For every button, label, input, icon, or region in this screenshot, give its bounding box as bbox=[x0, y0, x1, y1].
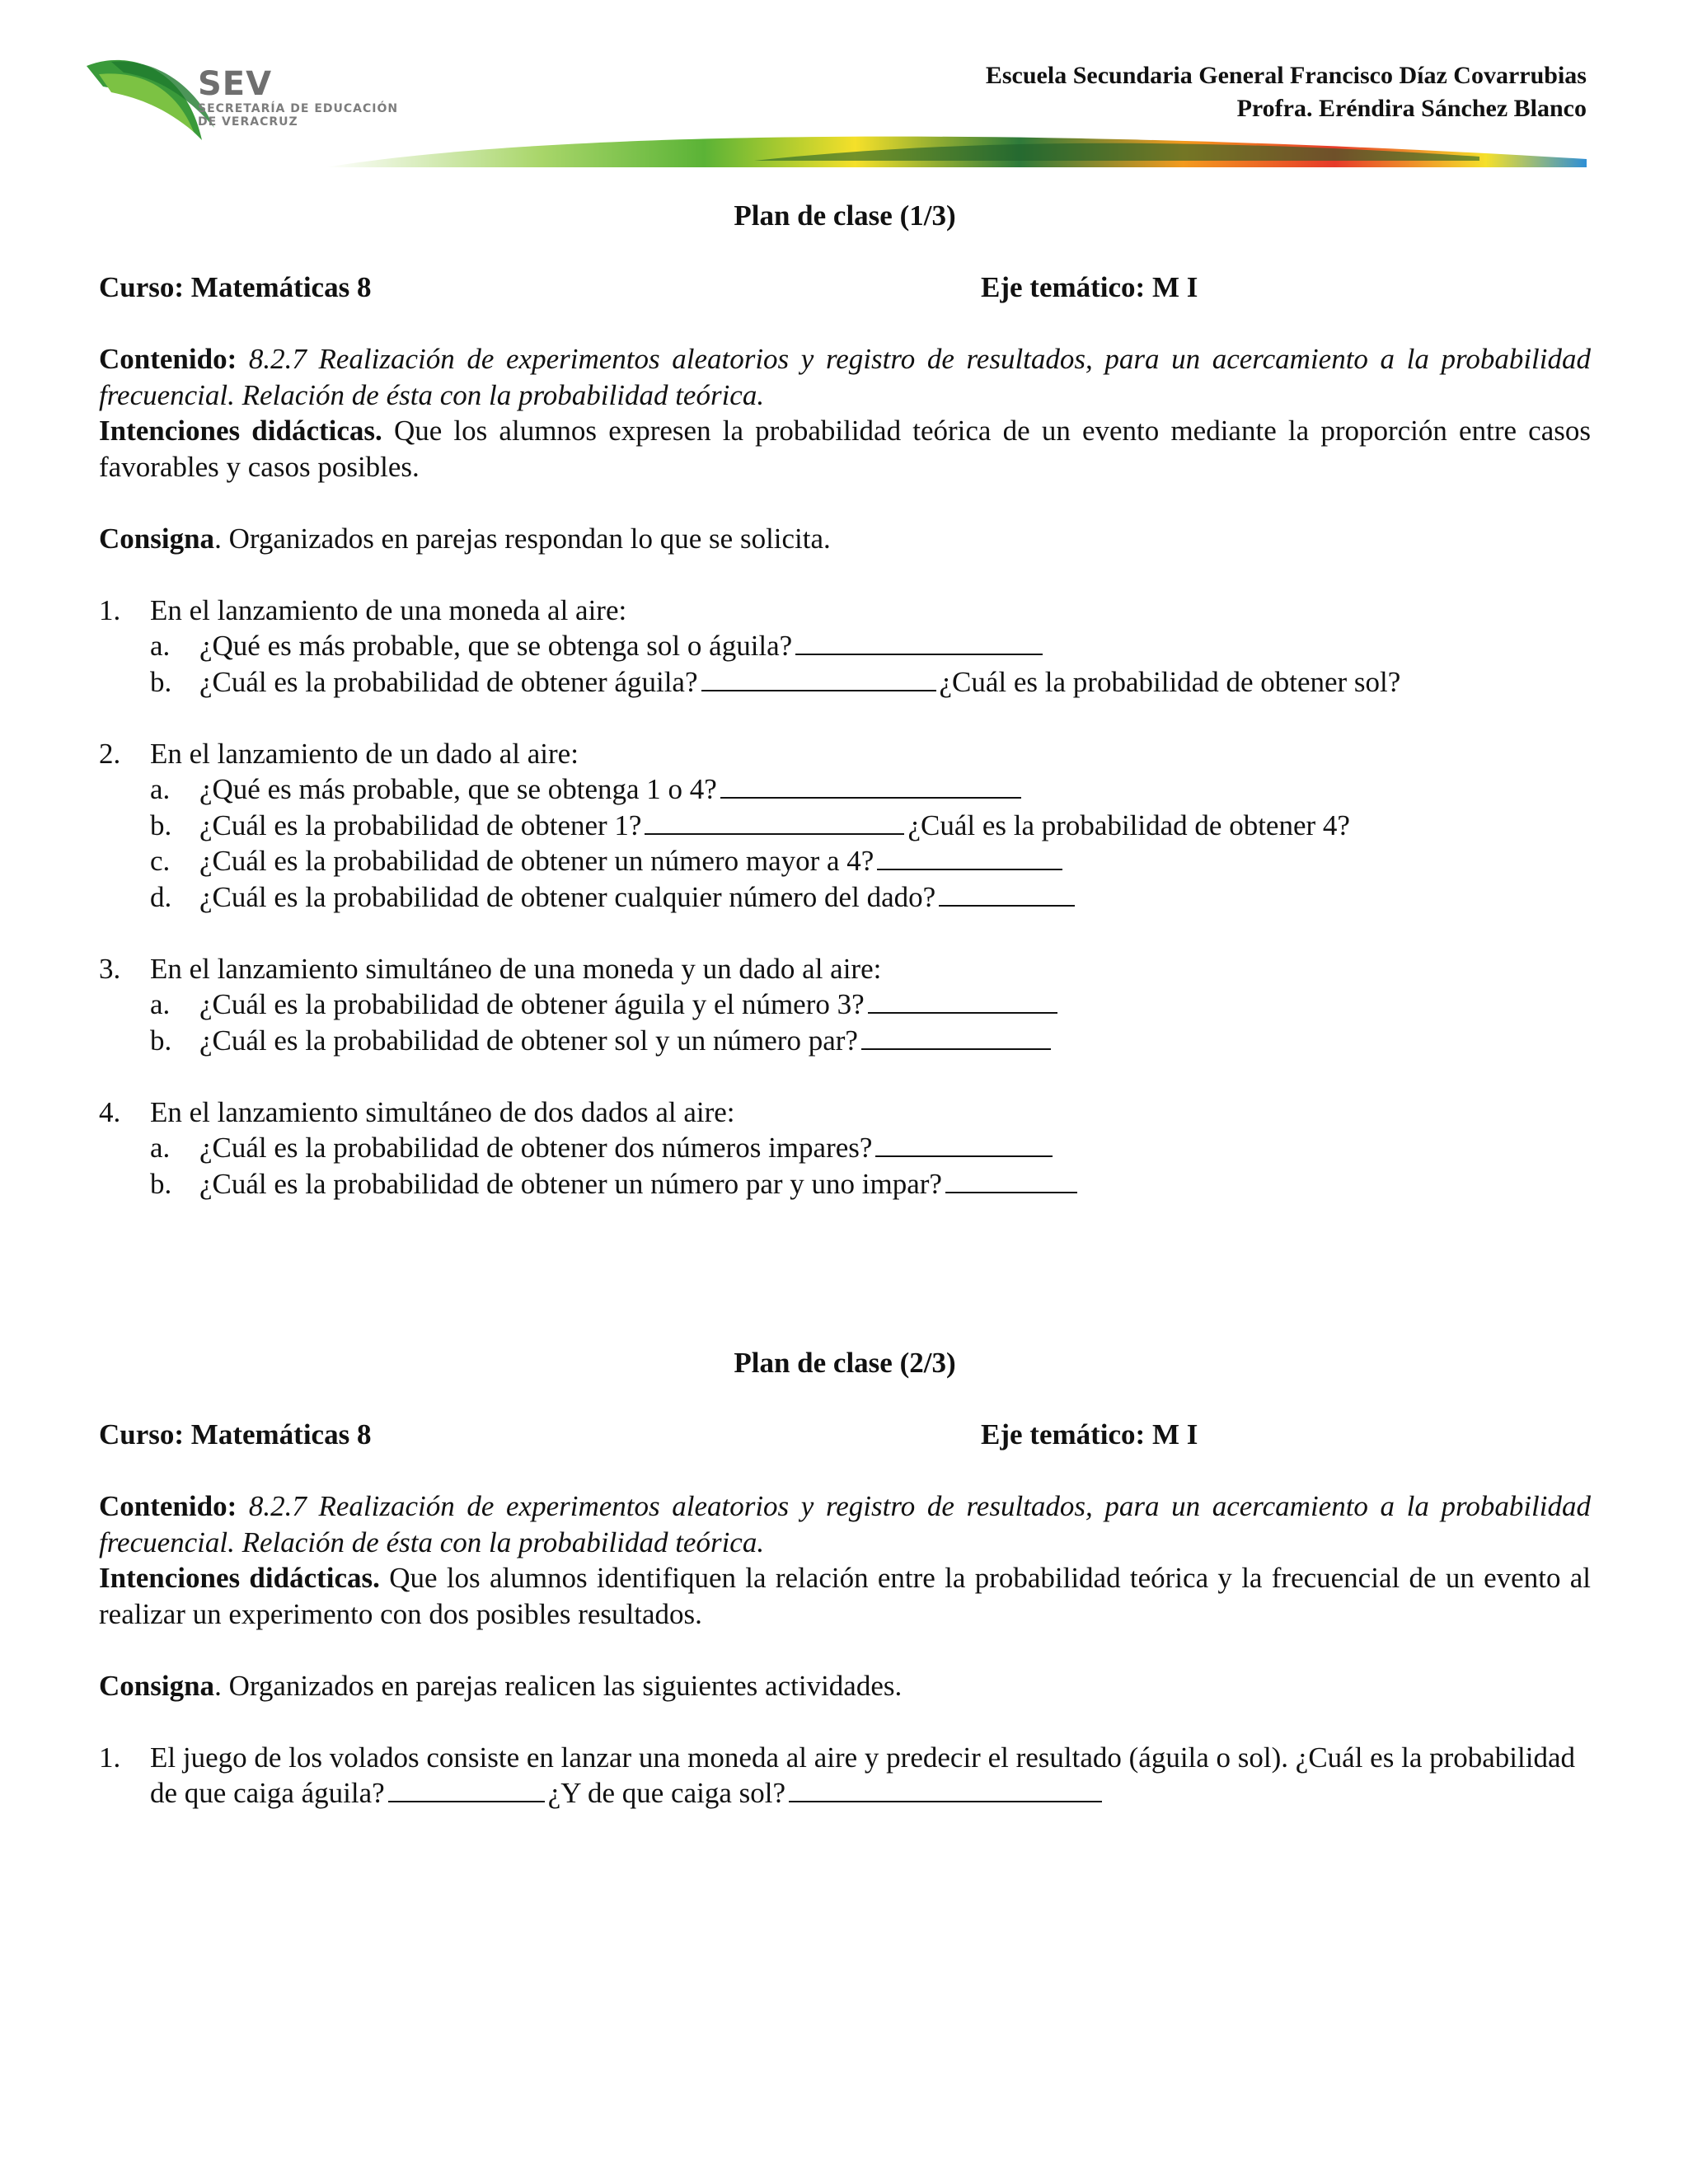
item-letter: b. bbox=[150, 808, 172, 841]
plan1-q2-a bbox=[99, 771, 1591, 808]
header-color-stripe bbox=[78, 120, 1587, 169]
question-number: 1. bbox=[99, 1741, 121, 1774]
sev-logo-line1: SECRETARÍA DE EDUCACIÓN bbox=[198, 102, 399, 115]
plan2-contenido bbox=[99, 1488, 1591, 1560]
plan1-consigna bbox=[99, 521, 1591, 557]
item-text: ¿Qué es más probable, que se obtenga sol o águila? bbox=[199, 630, 793, 662]
plan2-consigna-text: . Organizados en parejas realicen las siguientes actividades. bbox=[214, 1669, 903, 1702]
item-letter: a. bbox=[150, 630, 171, 662]
item-text: ¿Cuál es la probabilidad de obtener sol? bbox=[939, 665, 1401, 698]
plan1-consigna-text: . Organizados en parejas respondan lo que se solicita. bbox=[214, 522, 831, 555]
item-letter: a. bbox=[150, 988, 171, 1020]
plan1-q1-b bbox=[99, 664, 1591, 701]
item-letter: b. bbox=[150, 665, 172, 698]
answer-blank[interactable] bbox=[388, 1776, 545, 1802]
answer-blank[interactable] bbox=[861, 1024, 1051, 1050]
plan2-axis: Eje temático: M I bbox=[981, 1418, 1198, 1451]
plan1-question-4 bbox=[99, 1094, 1591, 1131]
item-letter: d. bbox=[150, 880, 172, 913]
plan2-course: Curso: Matemáticas 8 bbox=[99, 1418, 372, 1451]
plan2-question-1 bbox=[99, 1740, 1591, 1811]
plan1-question-3 bbox=[99, 951, 1591, 987]
question-number: 1. bbox=[99, 593, 121, 626]
answer-blank[interactable] bbox=[939, 880, 1075, 907]
item-text: ¿Cuál es la probabilidad de obtener cualquier número del dado? bbox=[199, 880, 936, 913]
question-text: El juego de los volados consiste en lanzar una moneda al aire y predecir el resultado (águila o sol). ¿Cuál es la probabilidad de que caiga águila? bbox=[150, 1741, 1575, 1809]
item-letter: b. bbox=[150, 1024, 172, 1057]
plan1-contenido-label: Contenido: bbox=[99, 343, 237, 375]
answer-blank[interactable] bbox=[877, 844, 1062, 870]
plan1-contenido-text: 8.2.7 Realización de experimentos aleatorios y registro de resultados, para un acercamiento a la probabilidad frecuencial. Relación de ésta con la probabilidad teórica. bbox=[99, 343, 1592, 411]
answer-blank[interactable] bbox=[720, 772, 1021, 799]
plan2-course-row bbox=[99, 1417, 1591, 1453]
plan2-title: Plan de clase (2/3) bbox=[734, 1347, 956, 1379]
plan1-contenido bbox=[99, 341, 1591, 413]
item-letter: a. bbox=[150, 773, 171, 805]
plan1-q2-d bbox=[99, 879, 1591, 916]
plan1-course-row bbox=[99, 269, 1591, 306]
answer-blank[interactable] bbox=[645, 808, 904, 835]
plan1-q4-a bbox=[99, 1130, 1591, 1166]
plan1-q4-b bbox=[99, 1166, 1591, 1202]
plan1-intenciones bbox=[99, 413, 1591, 485]
plan1-q3-a bbox=[99, 987, 1591, 1023]
plan1-intenciones-label: Intenciones didácticas. bbox=[99, 415, 382, 447]
question-number: 2. bbox=[99, 737, 121, 770]
item-text: ¿Cuál es la probabilidad de obtener 4? bbox=[907, 808, 1350, 841]
item-letter: b. bbox=[150, 1167, 172, 1200]
lesson-content bbox=[99, 198, 1591, 1811]
plan2-contenido-text: 8.2.7 Realización de experimentos aleatorios y registro de resultados, para un acercamiento a la probabilidad frecuencial. Relación de ésta con la probabilidad teórica. bbox=[99, 1490, 1592, 1558]
school-name: Escuela Secundaria General Francisco Díaz Covarrubias bbox=[985, 62, 1587, 89]
question-text: En el lanzamiento simultáneo de dos dados al aire: bbox=[150, 1095, 735, 1128]
question-number: 3. bbox=[99, 952, 121, 985]
item-text: ¿Qué es más probable, que se obtenga 1 o 4? bbox=[199, 773, 717, 805]
item-text: ¿Cuál es la probabilidad de obtener dos números impares? bbox=[199, 1132, 873, 1164]
plan1-question-1 bbox=[99, 593, 1591, 629]
item-text: ¿Cuál es la probabilidad de obtener águila y el número 3? bbox=[199, 988, 865, 1020]
teacher-name: Profra. Eréndira Sánchez Blanco bbox=[1236, 95, 1587, 122]
answer-blank[interactable] bbox=[701, 665, 936, 691]
page-header bbox=[78, 49, 1587, 173]
item-letter: a. bbox=[150, 1132, 171, 1164]
plan1-q3-b bbox=[99, 1023, 1591, 1059]
plan1-q1-a bbox=[99, 628, 1591, 664]
question-number: 4. bbox=[99, 1095, 121, 1128]
plan1-q2-b bbox=[99, 808, 1591, 844]
question-text: En el lanzamiento de una moneda al aire: bbox=[150, 593, 627, 626]
item-text: ¿Cuál es la probabilidad de obtener un número mayor a 4? bbox=[199, 845, 874, 877]
item-text: ¿Cuál es la probabilidad de obtener sol y un número par? bbox=[199, 1024, 858, 1057]
plan1-q2-c bbox=[99, 843, 1591, 879]
plan2-intenciones bbox=[99, 1560, 1591, 1632]
question-text: En el lanzamiento de un dado al aire: bbox=[150, 737, 579, 770]
plan2-consigna bbox=[99, 1668, 1591, 1704]
question-text: ¿Y de que caiga sol? bbox=[547, 1777, 785, 1809]
answer-blank[interactable] bbox=[789, 1776, 1102, 1802]
question-text: En el lanzamiento simultáneo de una moneda y un dado al aire: bbox=[150, 952, 882, 985]
item-text: ¿Cuál es la probabilidad de obtener águila? bbox=[199, 665, 698, 698]
plan2-intenciones-label: Intenciones didácticas. bbox=[99, 1562, 380, 1594]
item-letter: c. bbox=[150, 845, 171, 877]
sev-logo-title: SEV bbox=[198, 65, 273, 103]
plan1-course: Curso: Matemáticas 8 bbox=[99, 271, 372, 303]
school-info bbox=[986, 59, 1587, 125]
plan2-intenciones-text: Que los alumnos identifiquen la relación entre la probabilidad teórica y la frecuencial de un evento al realizar un experimento con dos posibles resultados. bbox=[99, 1562, 1592, 1630]
item-text: ¿Cuál es la probabilidad de obtener 1? bbox=[199, 808, 642, 841]
answer-blank[interactable] bbox=[795, 629, 1043, 655]
plan1-question-2 bbox=[99, 736, 1591, 772]
sev-logo-line2: DE VERACRUZ bbox=[198, 115, 298, 129]
plan1-axis: Eje temático: M I bbox=[981, 271, 1198, 303]
item-text: ¿Cuál es la probabilidad de obtener un número par y uno impar? bbox=[199, 1167, 942, 1200]
plan2-consigna-label: Consigna bbox=[99, 1669, 215, 1702]
answer-blank[interactable] bbox=[875, 1131, 1053, 1157]
plan1-intenciones-text: Que los alumnos expresen la probabilidad teórica de un evento mediante la proporción entre casos favorables y casos posibles. bbox=[99, 415, 1591, 483]
plan1-consigna-label: Consigna bbox=[99, 522, 215, 555]
answer-blank[interactable] bbox=[868, 987, 1057, 1014]
plan1-title: Plan de clase (1/3) bbox=[734, 199, 956, 232]
plan2-contenido-label: Contenido: bbox=[99, 1490, 237, 1522]
answer-blank[interactable] bbox=[945, 1167, 1077, 1193]
